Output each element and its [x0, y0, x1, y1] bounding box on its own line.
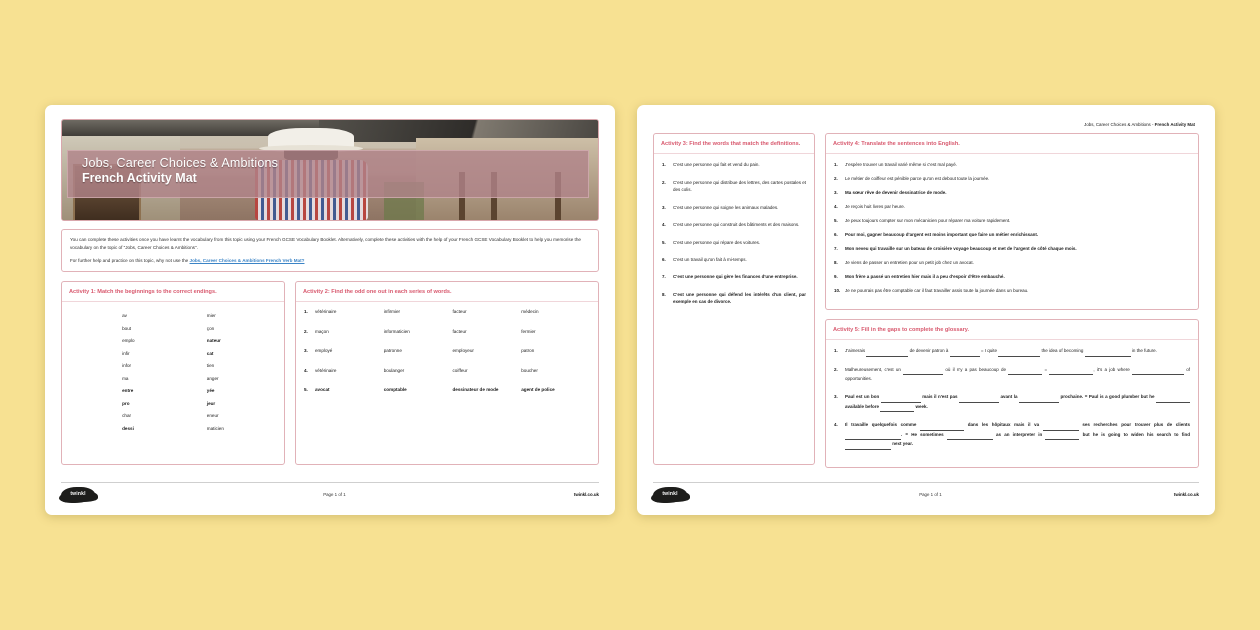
verb-mat-link[interactable]: Jobs, Career Choices & Ambitions French Verb Mat?	[189, 258, 305, 264]
item-number: 4.	[834, 204, 838, 210]
gap-blank[interactable]	[1019, 393, 1059, 403]
word-ending[interactable]: mier	[206, 313, 216, 319]
item-text: Malheureusement, c'est un où il n'y a pas beaucoup de = , it's a job where of opportunities.	[845, 366, 1190, 382]
running-header-doc: French Activity Mat	[1154, 122, 1195, 127]
intro-paragraph-1: You can complete these activities once you have learnt the vocabulary from this topic using your French GCSE Vocabulary Booklet. Alternatively, complete these activities with the help of your French GCSE Vocabulary Booklet to help you memorise the vocabulary on the topic of "Jobs, Career Choices & Ambitions".	[70, 237, 581, 251]
gap-blank[interactable]	[1156, 393, 1190, 403]
item-text: Je ne pourrais pas être comptable car il faut travailler assis toute la journée dans un bureau.	[845, 287, 1029, 293]
gap-blank[interactable]	[881, 393, 921, 403]
endings-column	[207, 313, 224, 431]
odd-one-out-word[interactable]: coiffeur	[452, 367, 468, 373]
odd-one-out-word[interactable]: dessinateur de mode	[452, 387, 499, 393]
item-number: 2.	[834, 176, 838, 182]
item-text: C'est une personne qui construit des bâtiments et des maisons.	[673, 222, 800, 228]
item-number: 1.	[834, 348, 838, 354]
word-beginning[interactable]: bout	[122, 325, 132, 331]
item-text: C'est une personne qui défend les intérêts d'un client, par exemple en cas de divorce.	[673, 291, 806, 305]
translation-item	[834, 259, 1190, 266]
twinkl-logo[interactable]: twinkl	[653, 487, 687, 502]
translation-item	[834, 189, 1190, 196]
activity-2-box	[295, 281, 599, 465]
translation-item	[834, 231, 1190, 238]
website-label: twinkl.co.uk	[1173, 491, 1199, 497]
item-number: 1.	[304, 309, 308, 315]
gap-blank[interactable]	[998, 347, 1040, 357]
translation-item	[834, 161, 1190, 168]
item-number: 5.	[662, 239, 666, 245]
item-number: 4.	[304, 367, 308, 373]
item-text: C'est une personne qui soigne les animaux malades.	[673, 204, 779, 210]
item-number: 1.	[834, 162, 838, 168]
item-text: Le métier de coiffeur est pénible parce qu'on est debout toute la journée.	[845, 176, 990, 182]
word-ending[interactable]: tien	[206, 363, 215, 369]
word-ending[interactable]: jeur	[206, 400, 216, 406]
odd-one-out-row	[304, 309, 590, 314]
gap-blank[interactable]	[1132, 366, 1184, 376]
item-text: Je viens de passer un entretien pour un petit job chez un avocat.	[845, 259, 974, 265]
item-number: 8.	[834, 259, 838, 265]
odd-one-out-word[interactable]: employeur	[452, 348, 474, 354]
hero-banner	[61, 119, 599, 221]
activity-mat-page-2	[637, 105, 1215, 515]
twinkl-logo[interactable]: twinkl	[61, 487, 95, 502]
word-ending[interactable]: anger	[206, 375, 219, 381]
word-beginning[interactable]: av	[122, 313, 127, 319]
item-number: 9.	[834, 273, 838, 279]
activity-2-heading: Activity 2: Find the odd one out in each series of words.	[296, 282, 598, 302]
translation-item	[834, 175, 1190, 182]
odd-one-out-row	[304, 329, 590, 334]
definition-item	[662, 204, 806, 211]
translation-item	[834, 273, 1190, 280]
odd-one-out-word[interactable]: vétérinaire	[315, 367, 337, 373]
gap-blank[interactable]	[903, 366, 943, 376]
activity-3-heading: Activity 3: Find the words that match the definitions.	[654, 134, 814, 154]
word-beginning[interactable]: infir	[122, 350, 130, 356]
intro-box	[61, 229, 599, 272]
odd-one-out-row	[304, 387, 590, 392]
item-text: C'est une personne qui fait et vend du pain.	[673, 162, 760, 168]
activity-1-heading: Activity 1: Match the beginnings to the correct endings.	[62, 282, 284, 302]
item-number: 2.	[304, 328, 308, 334]
item-text: J'espère trouver un travail varié même si c'est mal payé.	[845, 162, 958, 168]
website-label: twinkl.co.uk	[573, 491, 599, 497]
odd-one-out-word[interactable]: fermier	[521, 328, 536, 334]
gap-blank[interactable]	[1085, 347, 1131, 357]
running-header	[653, 119, 1199, 133]
gap-blank[interactable]	[947, 431, 993, 441]
gap-blank[interactable]	[1045, 431, 1079, 441]
page-number: Page 1 of 1	[323, 491, 346, 497]
odd-one-out-word[interactable]: vétérinaire	[315, 309, 337, 315]
odd-one-out-word[interactable]: maçon	[315, 328, 329, 334]
item-text: C'est une personne qui distribue des lettres, des cartes postales et des colis.	[673, 179, 806, 193]
item-text: Paul est un bon mais il n'est pas avant la prochaine. = Paul is a good plumber but he available before week.	[845, 393, 1190, 412]
item-number: 2.	[662, 179, 666, 185]
gap-blank[interactable]	[866, 347, 908, 357]
item-number: 3.	[662, 204, 666, 210]
definition-item	[662, 161, 806, 168]
word-beginning[interactable]: entre	[122, 388, 134, 394]
word-ending[interactable]: eneur	[206, 413, 219, 419]
odd-one-out-word[interactable]: agent de police	[521, 387, 555, 393]
word-beginning[interactable]: char	[122, 413, 132, 419]
odd-one-out-word[interactable]: médecin	[521, 309, 539, 315]
odd-one-out-word[interactable]: patron	[521, 348, 535, 354]
translation-item	[834, 217, 1190, 224]
item-number: 5.	[304, 387, 308, 393]
definition-item	[662, 221, 806, 228]
item-text: Mon frère a passé un entretien hier mais il a peu d'espoir d'être embauché.	[845, 273, 1005, 279]
odd-one-out-word[interactable]: boucher	[521, 367, 538, 373]
word-beginning[interactable]: infor	[122, 363, 132, 369]
activity-row	[61, 281, 599, 465]
odd-one-out-word[interactable]: facteur	[452, 328, 467, 334]
word-ending[interactable]: cat	[206, 350, 214, 356]
item-text: C'est une personne qui répare des voitures.	[673, 239, 761, 245]
definition-item	[662, 291, 806, 306]
item-number: 3.	[304, 348, 308, 354]
gap-blank[interactable]	[950, 347, 980, 357]
activity-1-body	[62, 302, 284, 439]
odd-one-out-word[interactable]: infirmier	[383, 309, 401, 315]
running-header-topic: Jobs, Career Choices & Ambitions -	[1084, 122, 1155, 127]
item-number: 8.	[662, 291, 666, 297]
activity-4-box	[825, 133, 1199, 310]
definition-item	[662, 179, 806, 194]
item-number: 4.	[834, 422, 838, 428]
page-footer	[61, 482, 599, 505]
activity-5-box	[825, 319, 1199, 468]
item-number: 3.	[834, 394, 838, 400]
definition-item	[662, 256, 806, 263]
odd-one-out-word[interactable]: employé	[315, 348, 333, 354]
item-number: 7.	[662, 274, 666, 280]
odd-one-out-word[interactable]: comptable	[383, 387, 407, 393]
activity-3-body	[654, 154, 814, 313]
item-number: 3.	[834, 190, 838, 196]
word-beginning[interactable]: emplo	[122, 338, 135, 344]
page-footer	[653, 482, 1199, 505]
document-title: Jobs, Career Choices & Ambitions	[82, 156, 279, 170]
gap-blank[interactable]	[920, 421, 964, 431]
item-text: C'est une personne qui gère les finances d'une entreprise.	[673, 274, 798, 280]
right-columns	[653, 133, 1199, 468]
word-ending[interactable]: nateur	[206, 338, 221, 344]
match-columns	[70, 309, 276, 431]
odd-one-out-word[interactable]: boulanger	[383, 367, 405, 373]
translation-item	[834, 203, 1190, 210]
intro-paragraph-2	[70, 257, 590, 265]
definition-item	[662, 239, 806, 246]
item-number: 2.	[834, 366, 838, 372]
gap-blank[interactable]	[1008, 366, 1042, 376]
activity-2-body	[296, 302, 598, 400]
odd-one-out-word[interactable]: facteur	[452, 309, 467, 315]
glossary-gapfill-item	[834, 421, 1190, 450]
glossary-gapfill-item	[834, 366, 1190, 384]
word-ending[interactable]: çon	[206, 325, 215, 331]
word-beginning[interactable]: ma	[122, 375, 129, 381]
item-text: C'est un travail qu'on fait à mi-temps.	[673, 256, 747, 262]
gap-blank[interactable]	[1043, 421, 1079, 431]
gap-blank[interactable]	[1049, 366, 1093, 376]
item-text: Ma sœur rêve de devenir dessinatrice de mode.	[845, 190, 947, 196]
word-beginning[interactable]: dessi	[122, 425, 134, 431]
right-stack	[825, 133, 1199, 468]
beginnings-column	[122, 313, 135, 431]
item-number: 6.	[662, 256, 666, 262]
activity-1-box	[61, 281, 285, 465]
odd-one-out-row	[304, 348, 590, 353]
item-text: Je reçois huit livres par heure.	[845, 204, 906, 210]
odd-one-out-word[interactable]: avocat	[315, 387, 330, 393]
glossary-gapfill-item	[834, 347, 1190, 357]
odd-one-out-word[interactable]: patronne	[383, 348, 402, 354]
item-text: Pour moi, gagner beaucoup d'argent est moins important que faire un métier enrichissant.	[845, 232, 1039, 237]
odd-one-out-row	[304, 368, 590, 373]
odd-one-out-word[interactable]: informaticien	[383, 328, 410, 334]
item-number: 6.	[834, 232, 838, 237]
gap-blank[interactable]	[845, 440, 891, 450]
gap-blank[interactable]	[959, 393, 999, 403]
page-number: Page 1 of 1	[919, 491, 942, 497]
activity-mat-page-1	[45, 105, 615, 515]
translation-item	[834, 287, 1190, 294]
activity-5-heading: Activity 5: Fill in the gaps to complete the glossary.	[826, 320, 1198, 340]
activity-4-heading: Activity 4: Translate the sentences into English.	[826, 134, 1198, 154]
gap-blank[interactable]	[880, 403, 914, 413]
word-ending[interactable]: yée	[206, 388, 215, 394]
gap-blank[interactable]	[845, 431, 901, 441]
translation-item	[834, 245, 1190, 252]
word-beginning[interactable]: pro	[122, 400, 130, 406]
item-text: Je peux toujours compter sur mon mécanicien pour réparer ma voiture rapidement.	[845, 218, 1011, 224]
activity-3-box	[653, 133, 815, 465]
item-text: Mon neveu qui travaille sur un bateau de croisière voyage beaucoup et met de l'argent de côté chaque mois.	[845, 245, 1077, 251]
item-number: 10.	[834, 287, 841, 293]
item-number: 5.	[834, 218, 838, 224]
document-subtitle: French Activity Mat	[82, 171, 197, 185]
activity-4-body	[826, 154, 1198, 308]
glossary-gapfill-item	[834, 393, 1190, 412]
intro-paragraph-2-text: For further help and practice on this topic, why not use the	[70, 258, 190, 264]
activity-5-body	[826, 340, 1198, 466]
definition-item	[662, 273, 806, 280]
item-text: J'aimerais de devenir patron à = I quite the idea of becoming in the future.	[845, 347, 1190, 357]
item-text: Il travaille quelquefois comme dans les hôpitaux mais il va ses recherches pour trouver plus de clients . = He sometimes as an interpreter in but he is going to widen his search to find next year.	[845, 421, 1190, 450]
item-number: 1.	[662, 162, 666, 168]
item-number: 7.	[834, 245, 838, 251]
word-ending[interactable]: maticien	[206, 425, 224, 431]
item-number: 4.	[662, 222, 666, 228]
